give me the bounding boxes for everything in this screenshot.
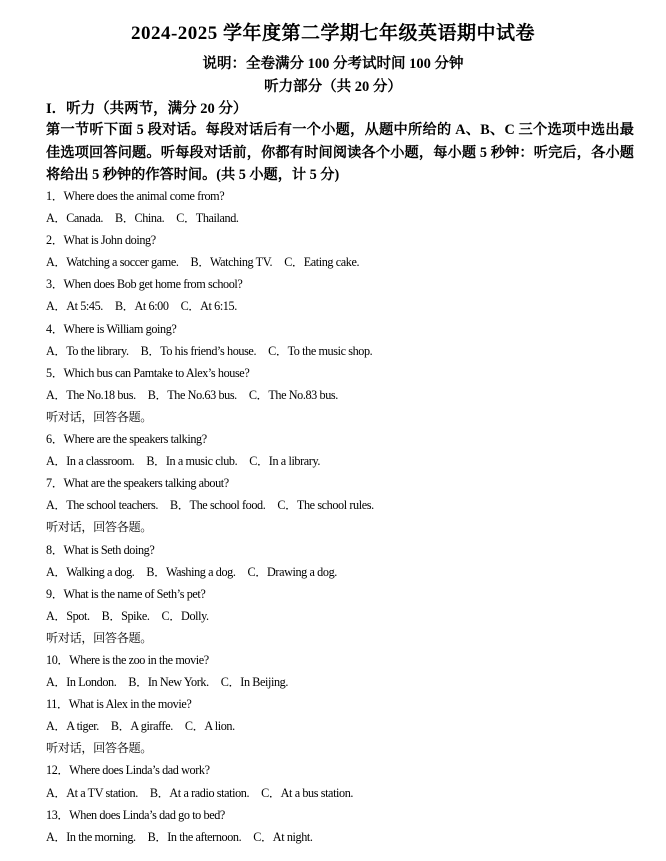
answer-options <box>46 605 636 627</box>
question-text: 2．What is John doing? <box>46 233 156 248</box>
section-heading: I．听力（共两节，满分 20 分） <box>46 101 248 117</box>
option-a: A．In a classroom. <box>46 454 135 469</box>
question-text: 4．Where is William going? <box>46 321 177 336</box>
option-b: B．The No.63 bus. <box>147 387 237 402</box>
option-b: B．Washing a dog. <box>146 564 236 579</box>
option-a: A．Walking a dog. <box>46 564 135 579</box>
answer-options <box>46 450 636 472</box>
question-text: 1．Where does the animal come from? <box>46 189 225 203</box>
answer-options <box>46 384 636 406</box>
option-b: B．In the afternoon. <box>147 829 242 844</box>
answer-options <box>46 671 636 693</box>
option-b: B．China. <box>114 211 165 226</box>
exam-title: 2024-2025 学年度第二学期七年级英语期中试卷 <box>130 23 536 44</box>
question-text: 6．Where are the speakers talking? <box>46 432 207 447</box>
option-a: A．The school teachers. <box>46 498 159 513</box>
question-text: 9．What is the name of Seth’s pet? <box>46 586 206 601</box>
question-text: 12．Where does Linda’s dad work? <box>46 763 210 778</box>
answer-options <box>46 340 636 362</box>
option-c: C．At night. <box>253 829 313 844</box>
answer-options <box>46 494 636 516</box>
option-b: B．At 6:00 <box>114 299 169 314</box>
answer-options <box>46 295 636 317</box>
option-a: A．At 5:45. <box>46 299 103 314</box>
answer-options <box>46 782 636 804</box>
dialogue-prompt: 听对话，回答各题。 <box>46 630 153 645</box>
option-a: A．Spot. <box>46 608 90 623</box>
answer-options <box>46 561 636 583</box>
option-a: A．Watching a soccer game. <box>46 255 179 270</box>
exam-note: 说明：全卷满分 100 分考试时间 100 分钟 <box>202 56 464 72</box>
option-c: C．In a library. <box>249 454 320 469</box>
option-c: C．In Beijing. <box>220 675 289 690</box>
question-text: 8．What is Seth doing? <box>46 542 155 557</box>
option-b: B．Watching TV. <box>190 255 273 270</box>
option-a: A．In London. <box>46 675 117 690</box>
question-text: 3．When does Bob get home from school? <box>46 277 243 292</box>
option-c: C．At 6:15. <box>180 299 237 314</box>
question-text: 7．What are the speakers talking about? <box>46 476 229 491</box>
dialogue-prompt: 听对话，回答各题。 <box>46 409 153 424</box>
option-b: B．Spike. <box>101 608 150 623</box>
option-b: B．A giraffe. <box>110 719 173 734</box>
option-c: C．To the music shop. <box>268 343 373 358</box>
answer-options <box>46 826 636 848</box>
dialogue-prompt: 听对话，回答各题。 <box>46 520 153 535</box>
option-b: B．The school food. <box>170 498 266 513</box>
option-c: C．At a bus station. <box>261 785 354 800</box>
option-a: A．To the library. <box>46 343 129 358</box>
section-instructions: 第一节听下面 5 段对话。每段对话后有一个小题，从题中所给的 A、B、C 三个选项中选出最佳选项回答问题。听每段对话前，你都有时间阅读各个小题，每小题 5 秒钟：听完后，各小题将给出 5 秒钟的作答时间。(共 5 小题，计 5 分) <box>46 122 634 183</box>
question-list <box>46 185 636 848</box>
question-text: 10．Where is the zoo in the movie? <box>46 652 209 667</box>
question-text: 5．Which bus can Pamtake to Alex’s house? <box>46 365 250 380</box>
option-a: A．The No.18 bus. <box>46 387 136 402</box>
listening-part-heading: 听力部分（共 20 分） <box>264 79 402 95</box>
answer-options <box>46 251 636 273</box>
option-c: C．The school rules. <box>277 498 374 513</box>
option-b: B．To his friend’s house. <box>140 343 257 358</box>
option-b: B．In New York. <box>128 675 209 690</box>
option-a: A．Canada. <box>46 211 103 226</box>
option-b: B．In a music club. <box>146 454 238 469</box>
answer-options <box>46 207 636 229</box>
question-text: 13．When does Linda’s dad go to bed? <box>46 807 225 822</box>
option-a: A．At a TV station. <box>46 785 138 800</box>
option-b: B．At a radio station. <box>149 785 250 800</box>
option-c: C．Drawing a dog. <box>247 564 337 579</box>
option-a: A．A tiger. <box>46 719 99 734</box>
option-c: C．Dolly. <box>161 608 209 623</box>
question-text: 11．What is Alex in the movie? <box>46 697 192 712</box>
option-c: C．Thailand. <box>176 211 239 226</box>
option-a: A．In the morning. <box>46 829 136 844</box>
answer-options <box>46 715 636 737</box>
option-c: C．A lion. <box>184 719 235 734</box>
dialogue-prompt: 听对话，回答各题。 <box>46 741 153 756</box>
option-c: C．The No.83 bus. <box>248 387 338 402</box>
option-c: C．Eating cake. <box>284 255 360 270</box>
